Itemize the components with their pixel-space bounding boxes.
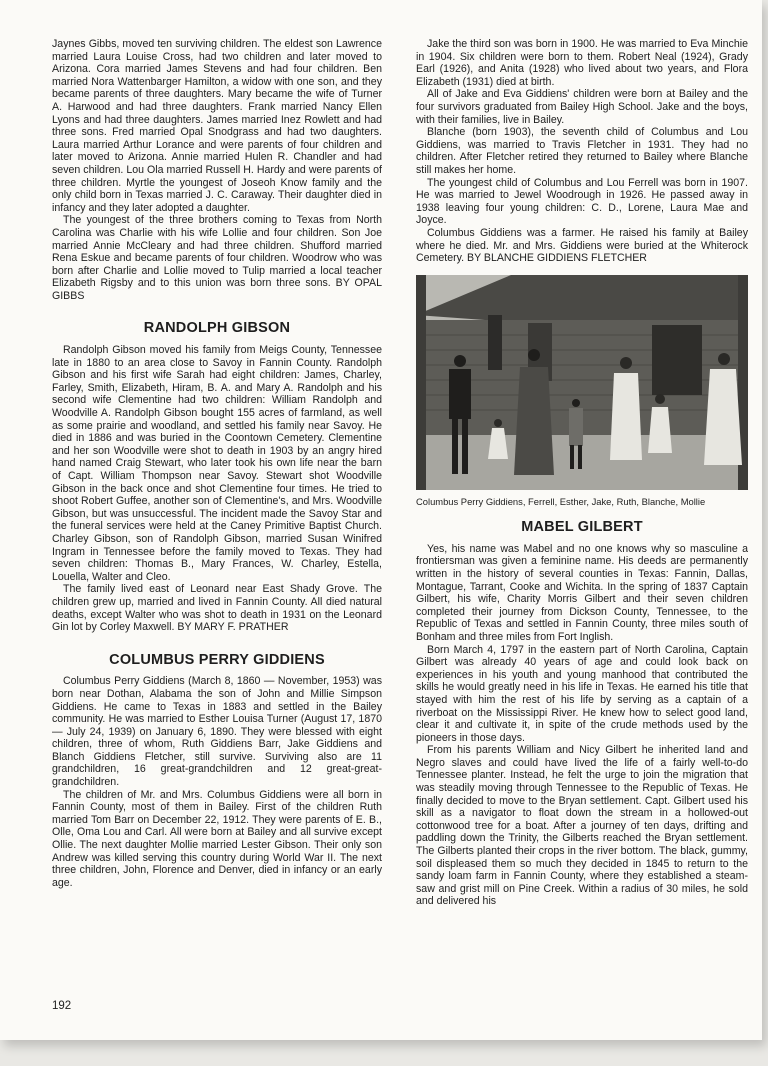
paragraph: The children of Mr. and Mrs. Columbus Giddiens were all born in Fannin County, most of them in Bailey. First of the children Ruth married Tom Barr on December 22, 1912. They were parents of E. B., Olle, Oma Lou and Carl. All were born at Bailey and all survive except Ollie. The next daughter Mollie married Lester Gibson. Their only son Andrew was killed serving this country during World War II. The next three children, John, Florence and Denver, died in infancy or an early age. [52, 788, 382, 889]
paragraph: Columbus Giddiens was a farmer. He raised his family at Bailey where he died. Mr. and Mrs. Giddiens were buried at the Whiterock Cemetery. BY BLANCHE GIDDIENS FLETCHER [416, 226, 748, 265]
section-title-columbus-perry-giddiens: COLUMBUS PERRY GIDDIENS [109, 651, 325, 668]
paragraph: The youngest of the three brothers coming to Texas from North Carolina was Charlie with his wife Lollie and four children. Son Joe married Annie McCleary and had three children. Shufford married Rena Eskue and became parents of four children. Woodrow who was born after Charlie and Lollie moved to Tulip married a local teacher Elizabeth Rigsby and to this union was born three sons. BY OPAL GIBBS [52, 214, 382, 302]
paragraph: The family lived east of Leonard near East Shady Grove. The children grew up, married and lived in Fannin County. All died natural deaths, except Walter who was shot to death in 1931 on the Leonard Gin lot by Corley Maxwell. BY MARY F. PRATHER [52, 583, 382, 634]
photo-caption: Columbus Perry Giddiens, Ferrell, Esther, Jake, Ruth, Blanche, Mollie [416, 495, 706, 507]
left-column [52, 38, 382, 889]
paragraph: Columbus Perry Giddiens (March 8, 1860 — November, 1953) was born near Dothan, Alabama the son of John and Millie Simpson Giddiens. He came to Texas in 1883 and settled in the Bailey community. He was married to Esther Louisa Turner (August 17, 1870 — July 24, 1939) on January 6, 1890. They were blessed with eight children, three of whom, Ruth Giddiens Barr, Jake Giddiens and Blanch Giddiens Fletcher, still survive. Surviving also are 11 grandchildren, 16 great-grandchildren and 12 great-great-grandchildren. [52, 675, 382, 789]
paragraph: Jake the third son was born in 1900. He was married to Eva Minchie in 1904. Six children were born to them. Robert Neal (1924), Grady Earl (1926), and Anita (1928) who lived about two years, and Flora Elizabeth (1931) died at birth. [416, 38, 748, 88]
paragraph: From his parents William and Nicy Gilbert he inherited land and Negro slaves and could have lived the life of a fairly well-to-do Tennessee planter. Instead, he felt the urge to join the migration that was steadily moving through Tennessee to the Republic of Texas. He finally decided to move to the Bryan settlement. Capt. Gilbert used his skill as a navigator to float down the stream in a hollowed-out cottonwood tree for a boat. After a journey of ten days, drifting and paddling down the Trinity, the Gilberts reached the Bryan settlement. The Gilberts planted their crops in the river bottom. The black, gummy, soil displeased them so much they decided in 1845 to return to the sandy loam farm in Fannin County, where they established a steam-saw and grist mill on Pine Creek. Within a radius of 30 miles, he sold and delivered his [416, 744, 748, 908]
paragraph: Born March 4, 1797 in the eastern part of North Carolina, Captain Gilbert was already 40 years of age and could look back on experiences in his youth and young manhood that contributed the skills he would greatly need in his life in Texas. He earned his title that stayed with him the rest of his life by serving as a captain of a riverboat on the Mississippi River. He knew how to select good land, clear it and cultivate it, in spite of the crude methods used by the pioneers in those days. [416, 643, 748, 744]
paragraph: The youngest child of Columbus and Lou Ferrell was born in 1907. He was married to Jewel Woodrough in 1926. He passed away in 1938 leaving four young children: C. D., Lorene, Laura Mae and Joyce. [416, 176, 748, 227]
family-photograph [416, 275, 748, 490]
section-title-mabel-gilbert: MABEL GILBERT [521, 519, 643, 536]
right-column [416, 38, 748, 908]
paragraph: Blanche (born 1903), the seventh child of Columbus and Lou Giddiens, was married to Travis Fletcher in 1931. They had no children. After Fletcher retired they returned to Bailey where Blanche still makes her home. [416, 126, 748, 176]
section-title-randolph-gibson: RANDOLPH GIBSON [143, 320, 291, 337]
paragraph: Yes, his name was Mabel and no one knows why so masculine a frontiersman was given a feminine name. His deeds are permanently written in the history of several counties in Texas: Fannin, Dallas, Montague, Tarrant, Cooke and Wichita. In the spring of 1837 Captain Gilbert, his wife, Charity Morris Gilbert and their seven children completed their journey from Dickson County, Tennessee, to the Republic of Texas and settled in Fannin County, three miles south of Bonham and three miles from Fort Inglish. [416, 542, 748, 643]
paragraph: Jaynes Gibbs, moved ten surviving children. The eldest son Lawrence married Laura Louise Cross, had two children and later moved to Arizona. Cora married James Stevens and had four children. Ben married Nora Wattenbarger Hamilton, a widow with one son, and they became parents of three daughters. Mary became the wife of Turner A. Harwood and had three daughters. Frank married Nancy Ellen Lyons and had three daughters. James married Inez Rowlett and had three sons. Fred married Opal Snodgrass and had two daughters. Laura married Arthur Lorance and were parents of four children and later moved to Arizona. Annie married Hulen R. Chandler and had seven children. Lou Ola married Russell H. Hardy and were parents of three children. Myrtle the youngest of Joseoh Know family and the only child born in Texas married J. C. Caraway. Their daughter died in infancy and they later adopted a daughter. [52, 38, 382, 214]
page-number: 192 [52, 1000, 72, 1012]
paragraph: All of Jake and Eva Giddiens' children were born at Bailey and the four survivors graduated from Bailey High School. Jake and the boys, with their families, live in Bailey. [416, 88, 748, 126]
paragraph: Randolph Gibson moved his family from Meigs County, Tennessee late in 1880 to an area close to Savoy in Fannin County. Randolph Gibson and his first wife Sarah had eight children: James, Charley, Farley, Smith, Elizabeth, Hiram, B. A. and Mary A. Randolph and his second wife Clementine had two children: William Randolph and Woodville A. Randolph Gibson bought 155 acres of farmland, as well as some prairie and woodland, and settled his family near Savoy. He died in 1886 and was buried in the Coontown Cemetery. Clementine and her son Woodville were shot to death in 1903 by an angry hired hand named Craig Stewart, who later took his own life near the barn of Capt. William Thompson near Savoy. Stewart shot Woodville Gibson in the back once and shot Clementine four times. He tried to shoot Robert Guffee, another son of Clementine's, and Mrs. Woodville Gibson, but was unsuccessful. The incident made the Savoy Star and the funeral services were held at the Caney Primitive Baptist Church. Charley Gibson, son of Randolph Gibson, married Susan Winifred Ingram in Tennessee before the family moved to Texas. They had seven children: Thomas B., Mary Frances, W. Charley, Estella, Louella, Walter and Cleo. [52, 344, 382, 583]
family-photo-drawing [416, 275, 748, 490]
